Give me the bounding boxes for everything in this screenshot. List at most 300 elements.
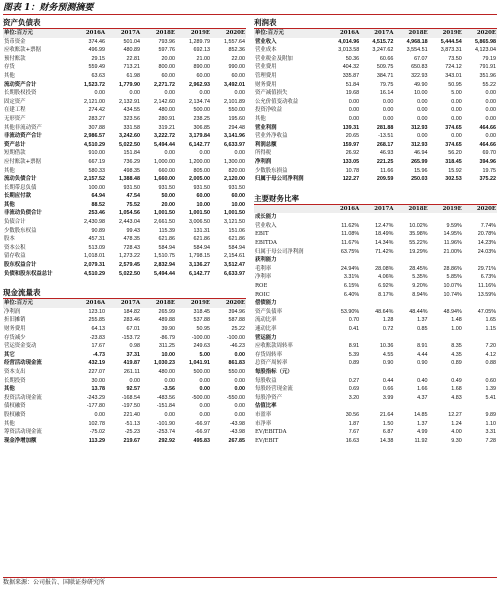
table-cell: 60.66: [379, 55, 394, 62]
table-cell: -43.98: [229, 420, 245, 427]
row-label: 其他: [4, 386, 15, 393]
table-row: [3, 377, 246, 386]
table-cell: 394.96: [228, 308, 245, 315]
table-cell: 9.59%: [446, 222, 462, 229]
table-cell: 0.60: [485, 377, 496, 384]
table-cell: 432.19: [88, 360, 105, 367]
column-header: 2016A: [71, 29, 106, 38]
table-cell: 4,014.96: [338, 38, 360, 45]
left-column: [3, 17, 246, 445]
table-cell: 3.20: [348, 394, 360, 401]
table-cell: 11.66: [380, 167, 394, 174]
table-cell: [394, 213, 428, 222]
table-row: [254, 248, 497, 257]
row-label: 营运能力: [255, 334, 277, 341]
table-cell: [360, 213, 394, 222]
table-cell: [429, 256, 463, 265]
table-row: [3, 394, 246, 403]
row-label: 营业费用: [255, 64, 277, 71]
table-cell: -46.23: [229, 343, 245, 350]
table-cell: 931.50: [123, 184, 140, 191]
table-cell: 10.36: [379, 343, 394, 350]
table-row: [3, 334, 246, 343]
table-cell: 253.46: [88, 210, 105, 217]
column-header: 2019E: [429, 205, 463, 214]
table-cell: 69.70: [482, 150, 496, 157]
row-label: 其他: [255, 115, 266, 122]
table-cell: 0.49: [451, 377, 462, 384]
table-cell: 0.89: [348, 360, 360, 367]
table-cell: 323.56: [123, 115, 140, 122]
row-label: 其他: [4, 72, 15, 79]
table-cell: 1.15: [485, 326, 496, 332]
table-cell: -100.00: [191, 334, 210, 341]
table-cell: 319.21: [158, 124, 175, 131]
column-header: 2020E: [463, 29, 497, 38]
table-cell: 1.10: [485, 420, 496, 427]
table-cell: 14.85: [414, 411, 428, 418]
table-row: [3, 420, 246, 429]
table-cell: 1,200.00: [189, 158, 210, 165]
table-cell: 419.87: [123, 360, 140, 367]
table-cell: 550.00: [228, 368, 245, 375]
table-cell: 496.99: [88, 47, 105, 54]
table-cell: 5.00: [199, 351, 210, 358]
table-cell: 0.72: [382, 326, 394, 332]
table-cell: [463, 213, 497, 222]
table-cell: 1.68: [451, 386, 462, 393]
table-cell: 219.67: [123, 437, 140, 444]
table-cell: -197.50: [121, 403, 140, 410]
table-cell: 500.00: [193, 107, 210, 114]
row-label: 资本公积: [4, 244, 26, 251]
table-row: [254, 124, 497, 133]
table-cell: 0.00: [451, 107, 462, 114]
table-cell: 6,142.77: [189, 141, 210, 148]
table-cell: 1,289.79: [189, 38, 210, 45]
table-cell: 0.00: [417, 98, 428, 105]
row-label: 营运资金变动: [4, 343, 37, 350]
table-row: [254, 167, 497, 176]
row-label: 资本支出: [4, 368, 26, 375]
table-cell: 16.63: [345, 437, 360, 444]
table-cell: 1,001.50: [224, 210, 245, 217]
table-cell: 500.00: [193, 368, 210, 375]
table-row: [3, 72, 246, 81]
table-row: [3, 308, 246, 317]
table-cell: 50.36: [345, 55, 360, 62]
table-cell: 19.29%: [409, 248, 428, 255]
table-cell: 261.11: [123, 368, 140, 375]
table-cell: 274.42: [88, 107, 105, 114]
table-cell: 14.95%: [443, 231, 462, 238]
table-cell: 0.00: [164, 411, 175, 418]
table-cell: 50.95: [196, 326, 210, 332]
table-cell: 3,873.31: [440, 47, 462, 54]
table-cell: 312.93: [411, 141, 428, 148]
table-row: [3, 325, 246, 334]
table-cell: 1,660.00: [154, 176, 175, 183]
table-cell: 3,222.72: [154, 133, 175, 140]
row-label: 管理费用: [255, 72, 277, 79]
table-row: [3, 402, 246, 411]
table-cell: 37.31: [126, 351, 140, 358]
table-cell: 2,005.00: [189, 176, 210, 183]
table-cell: 5.39: [348, 351, 360, 358]
table-cell: [326, 256, 360, 265]
row-label: 归属于母公司净利润: [255, 176, 304, 183]
table-cell: 21.64: [379, 411, 394, 418]
table-cell: 2,579.45: [119, 262, 140, 269]
source-note: 数据来源：公司报告、国联证券研究所: [3, 577, 497, 587]
table-cell: 0.00: [199, 411, 210, 418]
table-row: [3, 252, 246, 261]
column-header: 2017A: [360, 29, 394, 38]
table-cell: 0.00: [234, 403, 245, 410]
table-row: [254, 158, 497, 167]
table-cell: 0.00: [199, 386, 210, 393]
table-cell: 495.83: [193, 437, 210, 444]
table-cell: 12.27: [448, 411, 462, 418]
table-cell: 184.82: [123, 308, 140, 315]
table-cell: 13.59%: [477, 291, 496, 298]
table-cell: 7.28: [485, 437, 496, 444]
row-label: 其他: [4, 167, 15, 174]
table-cell: [463, 299, 497, 308]
table-cell: 10.07%: [443, 283, 462, 290]
table-cell: 14.23%: [477, 240, 496, 247]
table-cell: 47.54: [126, 193, 140, 200]
table-cell: 4.83: [451, 394, 462, 401]
table-cell: 0.00: [94, 90, 105, 97]
table-cell: 0.69: [348, 386, 360, 393]
table-row: [254, 265, 497, 274]
table-cell: 2,142.60: [154, 98, 175, 105]
table-cell: -3.56: [162, 386, 175, 393]
table-cell: 5,494.44: [154, 270, 175, 277]
table-cell: 1,030.23: [154, 360, 175, 367]
row-label: 预付账款: [4, 55, 26, 62]
table-cell: 10.00: [196, 201, 210, 208]
table-row: [254, 46, 497, 55]
table-row: [3, 342, 246, 351]
table-row: [254, 81, 497, 90]
table-cell: 3,492.01: [224, 81, 245, 88]
table-row: [3, 132, 246, 141]
table-cell: 0.00: [451, 98, 462, 105]
table-cell: 12.47%: [375, 222, 394, 229]
table-cell: 587.88: [228, 317, 245, 324]
table-cell: 724.12: [445, 64, 462, 71]
row-label: 长期股权投资: [4, 90, 37, 97]
table-cell: 498.35: [123, 167, 140, 174]
row-label: 投资净收益: [255, 107, 282, 114]
table-cell: 11.16%: [478, 283, 496, 290]
row-label: 每股指标（元）: [255, 368, 293, 375]
table-cell: 26.92: [345, 150, 360, 157]
row-label: 存货周转率: [255, 351, 282, 358]
table-cell: 4.55: [382, 351, 394, 358]
table-row: [254, 334, 497, 343]
table-cell: 6.15%: [343, 283, 360, 290]
table-cell: [360, 402, 394, 411]
row-label: 少数股东损益: [255, 167, 288, 174]
table-cell: 4,510.29: [84, 141, 105, 148]
table-cell: -550.00: [226, 394, 245, 401]
table-cell: 1,018.01: [84, 253, 105, 260]
row-label: 其它: [4, 351, 15, 358]
table-cell: 16.14: [379, 90, 394, 97]
row-label: 在建工程: [4, 107, 26, 114]
table-row: [254, 385, 497, 394]
column-header: 2018E: [141, 29, 176, 38]
table-header-row: [254, 205, 497, 214]
table-cell: 805.00: [193, 167, 210, 174]
table-cell: 75.52: [126, 201, 140, 208]
table-cell: 3,121.50: [224, 219, 245, 226]
table-cell: 374.65: [445, 124, 462, 131]
table-cell: 73.50: [448, 55, 462, 62]
table-cell: 1,510.75: [154, 253, 175, 260]
table-cell: 736.29: [123, 158, 140, 165]
table-cell: 3,141.96: [224, 133, 245, 140]
table-cell: 0.00: [348, 107, 360, 114]
table-cell: 1,779.90: [119, 81, 140, 88]
table-cell: 6.87: [382, 429, 394, 436]
row-label: 短期借款: [4, 150, 26, 157]
table-cell: 267.85: [228, 437, 245, 444]
table-cell: 18.49%: [375, 231, 394, 238]
table-cell: 22.81: [126, 55, 140, 62]
table-cell: 0.00: [234, 411, 245, 418]
column-header: 2016A: [326, 29, 360, 38]
table-cell: 2,121.00: [84, 98, 105, 105]
table-cell: -13.51: [378, 133, 394, 140]
table-cell: [394, 402, 428, 411]
table-cell: [429, 368, 463, 377]
row-label: 估值比率: [255, 403, 277, 410]
table-cell: 22.00: [231, 55, 245, 62]
table-row: [3, 106, 246, 115]
table-cell: 0.00: [129, 90, 140, 97]
table-cell: 24.03%: [477, 248, 496, 255]
table-cell: 4.06%: [378, 274, 394, 281]
table-cell: 20.00: [161, 201, 175, 208]
table-cell: 0.00: [164, 377, 175, 384]
table-row: [3, 261, 246, 270]
table-cell: -101.90: [156, 420, 175, 427]
column-header: 2020E: [211, 29, 246, 38]
column-header: 2019E: [429, 29, 463, 38]
table-cell: 3,247.62: [372, 47, 394, 54]
table-cell: 0.00: [164, 90, 175, 97]
table-cell: [326, 368, 360, 377]
table-cell: 159.97: [342, 141, 360, 148]
row-label: 获利能力: [255, 257, 277, 264]
table-cell: 60.00: [231, 72, 245, 79]
table-cell: 2,832.94: [154, 262, 175, 269]
table-cell: 20.78%: [477, 231, 496, 238]
table-cell: 50.00: [161, 193, 175, 200]
row-label: 所得税: [255, 150, 272, 157]
table-cell: 29.15: [91, 55, 105, 62]
table-cell: 335.87: [342, 72, 360, 79]
table-row: [254, 342, 497, 351]
table-cell: [326, 402, 360, 411]
row-label: 折旧摊销: [4, 317, 26, 324]
table-cell: [429, 334, 463, 343]
row-label: 速动比率: [255, 326, 277, 332]
table-cell: 0.27: [348, 377, 360, 384]
row-label: 营业利润: [255, 124, 277, 131]
table-cell: 660.00: [158, 167, 175, 174]
table-row: [3, 38, 246, 47]
table-cell: 0.00: [199, 150, 210, 157]
table-cell: 0.00: [129, 377, 140, 384]
table-cell: 2,134.74: [189, 98, 210, 105]
table-cell: 0.00: [485, 115, 496, 122]
column-header: 单位:百万元: [254, 29, 326, 38]
table-cell: 123.10: [88, 308, 105, 315]
page-title: 图表 1：财务预测摘要: [3, 2, 497, 15]
table-row: [254, 38, 497, 47]
table-cell: 6.92%: [378, 283, 394, 290]
table-cell: 0.00: [348, 98, 360, 105]
table-cell: 3,512.47: [224, 262, 245, 269]
table-cell: -75.02: [89, 429, 105, 436]
table-row: [3, 167, 246, 176]
table-cell: [394, 334, 428, 343]
table-cell: 464.66: [479, 124, 496, 131]
table-cell: 2,962.93: [189, 81, 210, 88]
table-cell: 56.20: [448, 150, 462, 157]
table-cell: [326, 299, 360, 308]
table-cell: 6.40%: [343, 291, 360, 298]
table-cell: 1.50: [382, 420, 394, 427]
table-cell: 1.37: [417, 420, 428, 427]
table-cell: 464.66: [479, 141, 496, 148]
column-header: 2018E: [394, 205, 428, 214]
table-cell: 79.75: [379, 81, 394, 88]
table-cell: 0.44: [382, 377, 394, 384]
table-cell: 0.90: [382, 360, 394, 367]
table-cell: 0.00: [234, 386, 245, 393]
table-cell: 6,633.97: [224, 141, 245, 148]
table-cell: 584.94: [228, 244, 245, 251]
table-cell: 20.65: [345, 133, 360, 140]
table-cell: -177.80: [86, 403, 105, 410]
table-row: [3, 89, 246, 98]
table-cell: 4,123.04: [475, 47, 496, 54]
table-cell: 2,120.00: [224, 176, 245, 183]
row-label: 负债合计: [4, 219, 26, 226]
table-cell: 621.86: [228, 236, 245, 243]
table-row: [254, 411, 497, 420]
table-row: [3, 218, 246, 227]
table-cell: 292.92: [158, 437, 175, 444]
table-row: [3, 192, 246, 201]
table-cell: 4.12: [485, 351, 496, 358]
table-cell: 5,494.44: [154, 141, 175, 148]
table-cell: 14.38: [379, 437, 394, 444]
table-cell: 331.58: [123, 124, 140, 131]
row-label: EBIT: [255, 231, 269, 238]
row-label: 净利润: [4, 308, 21, 315]
table-cell: 5.85%: [446, 274, 462, 281]
table-cell: 17.67: [91, 343, 105, 350]
table-row: [254, 368, 497, 377]
table-cell: 0.00: [382, 98, 394, 105]
table-cell: 1.48: [451, 317, 462, 324]
table-cell: 55.22%: [409, 240, 428, 247]
table-cell: -25.23: [124, 429, 140, 436]
table-cell: -86.79: [159, 334, 175, 341]
table-cell: 489.88: [158, 317, 175, 324]
table-cell: [429, 213, 463, 222]
table-header-row: [3, 29, 246, 38]
column-header: 2020E: [463, 205, 497, 214]
table-cell: 60.00: [161, 72, 175, 79]
table-cell: 265.99: [411, 158, 428, 165]
table-cell: 650.83: [411, 64, 428, 71]
table-cell: 1.24: [451, 420, 462, 427]
table-cell: 15.92: [448, 167, 462, 174]
table-cell: 1,041.91: [189, 360, 210, 367]
table-cell: 509.75: [376, 64, 394, 71]
row-label: 流动负债合计: [4, 176, 37, 183]
table-cell: 3,136.27: [189, 262, 210, 269]
table-row: [3, 227, 246, 236]
table-cell: 0.00: [348, 115, 360, 122]
table-cell: 0.00: [417, 133, 428, 140]
row-label: 流动资产合计: [4, 81, 37, 88]
table-cell: 713.21: [123, 64, 140, 71]
table-cell: 374.65: [445, 141, 462, 148]
table-cell: 15.96: [414, 167, 428, 174]
row-label: 归属于母公司净利润: [255, 248, 304, 255]
table-cell: 51.84: [345, 81, 360, 88]
table-cell: 8.17%: [378, 291, 394, 298]
table-cell: 255.85: [88, 317, 105, 324]
row-label: 每股经营现金流: [255, 386, 293, 393]
table-cell: 384.71: [376, 72, 394, 79]
table-cell: 3,006.50: [189, 219, 210, 226]
table-cell: 584.94: [158, 244, 175, 251]
table-cell: [394, 299, 428, 308]
row-label: EV/EBITDA: [255, 429, 287, 436]
table-cell: 8.35: [451, 343, 462, 350]
table-cell: [394, 256, 428, 265]
table-cell: 480.00: [158, 368, 175, 375]
table-cell: 2,132.91: [119, 98, 140, 105]
column-header: 2019E: [176, 299, 211, 308]
table-cell: 221.40: [123, 411, 140, 418]
table-row: [254, 437, 497, 446]
table-cell: 29.71%: [477, 265, 496, 272]
table-cell: 800.00: [158, 64, 175, 71]
table-cell: 4,510.29: [84, 270, 105, 277]
table-row: [254, 299, 497, 308]
table-cell: 53.90%: [340, 308, 360, 315]
table-cell: 9.89: [485, 411, 496, 418]
table-cell: 6,142.77: [189, 270, 210, 277]
table-cell: 343.01: [445, 72, 462, 79]
table-row: [254, 222, 497, 231]
table-row: [254, 213, 497, 222]
row-label: 长期应付款: [4, 193, 31, 200]
table-cell: 0.00: [234, 150, 245, 157]
row-label: 存货减少: [4, 334, 26, 341]
